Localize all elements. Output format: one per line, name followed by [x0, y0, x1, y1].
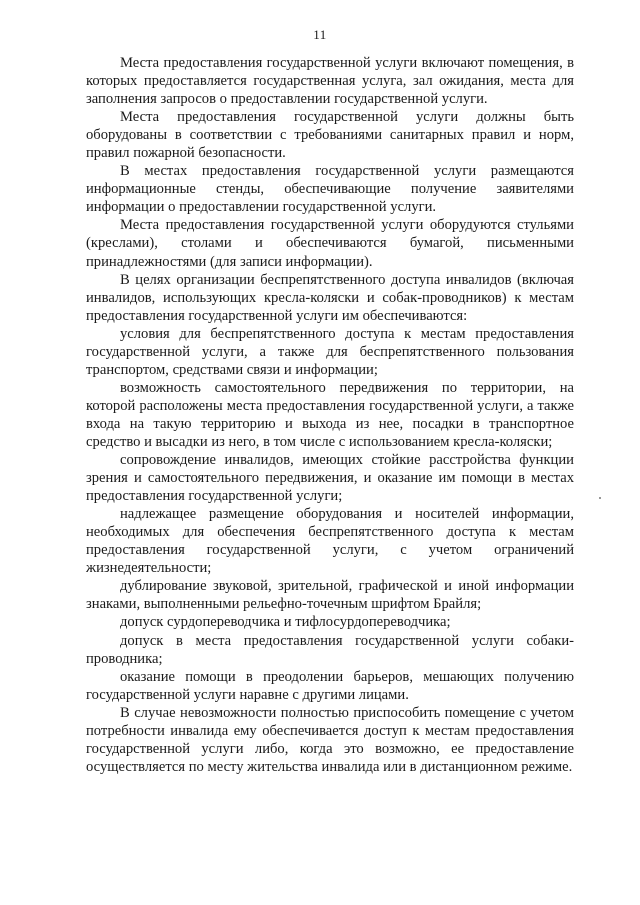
list-item-sign-interpreter: допуск сурдопереводчика и тифлосурдопереводчика;: [120, 614, 451, 631]
list-item-braille: дублирование звуковой, зрительной, графической и иной информации знаками, выполненными рельефно-точечным шрифтом Брайля;: [86, 578, 574, 613]
list-item-equipment-placement: надлежащее размещение оборудования и носителей информации, необходимых для обеспечения беспрепятственного доступа к местам предоставления государственной услуги, с учетом ограничений жизнедеятельности;: [86, 506, 574, 577]
list-item-independent-movement: возможность самостоятельного передвижения по территории, на которой расположены места предоставления государственной услуги, а также входа на такую территорию и выхода из нее, посадки в транспортное средство и высадки из него, в том числе с использованием кресла-коляски;: [86, 379, 574, 450]
list-item-guide-dog: допуск в места предоставления государственной услуги собаки-проводника;: [86, 632, 574, 667]
list-item-access-conditions: условия для беспрепятственного доступа к местам предоставления государственной услуги, а также для беспрепятственного пользования транспортом, средствами связи и информации;: [86, 325, 574, 378]
paragraph-premises: Места предоставления государственной услуги включают помещения, в которых предоставляется государственная услуга, зал ожидания, места для заполнения запросов о предоставлении государственной услуги.: [86, 55, 574, 108]
paragraph-accessibility-intro: В целях организации беспрепятственного доступа инвалидов (включая инвалидов, использующих кресла-коляски и собак-проводников) к местам предоставления государственной услуги им обеспечиваются:: [86, 271, 574, 324]
paragraph-info-stands: В местах предоставления государственной услуги размещаются информационные стенды, обеспечивающие получение заявителями информации о предоставлении государственной услуги.: [86, 163, 574, 216]
document-body: [86, 54, 574, 776]
list-item-escort: сопровождение инвалидов, имеющих стойкие расстройства функции зрения и самостоятельного передвижения, и оказание им помощи в местах предоставления государственной услуги;: [86, 452, 574, 505]
scan-speck: [599, 497, 601, 499]
paragraph-sanitary-rules: Места предоставления государственной услуги должны быть оборудованы в соответствии с требованиями санитарных правил и норм, правил пожарной безопасности.: [86, 109, 574, 162]
paragraph-remote-service: В случае невозможности полностью приспособить помещение с учетом потребности инвалида ему обеспечивается доступ к местам предоставления государственной услуги либо, когда это возможно, ее предоставление осуществляется по месту жительства инвалида или в дистанционном режиме.: [86, 704, 574, 775]
list-item-barrier-assistance: оказание помощи в преодолении барьеров, мешающих получению государственной услуги наравне с другими лицами.: [86, 668, 574, 703]
paragraph-furniture: Места предоставления государственной услуги оборудуются стульями (креслами), столами и обеспечиваются бумагой, письменными принадлежностями (для записи информации).: [86, 217, 574, 270]
page-number: 11: [313, 27, 327, 42]
